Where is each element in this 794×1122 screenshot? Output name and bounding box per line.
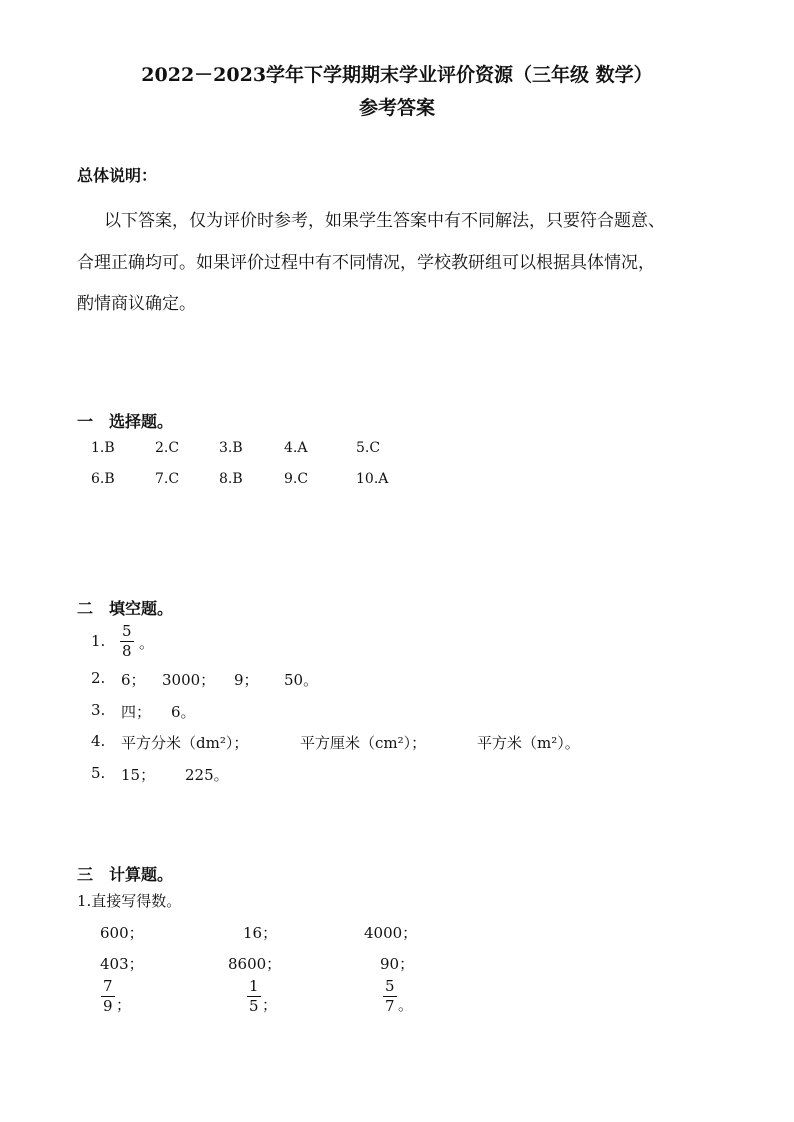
choice-answer: 2.C (155, 440, 180, 456)
fraction-numerator: 5 (385, 977, 395, 995)
fraction-denominator: 7 (385, 997, 395, 1015)
calc-answer: 403； (100, 955, 144, 973)
intro-line-1: 以下答案，仅为评价时参考，如果学生答案中有不同解法，只要符合题意、 (104, 211, 665, 231)
intro-line-2: 合理正确均可。如果评价过程中有不同情况，学校教研组可以根据具体情况， (77, 253, 655, 273)
fill-q2-answer-b: 3000； (162, 671, 216, 689)
page-title: 2022－2023学年下学期期末学业评价资源（三年级 数学） (141, 64, 653, 86)
calc-answer: 4000； (364, 924, 418, 942)
choice-answer: 9.C (284, 471, 309, 487)
fill-q1-fraction (120, 624, 134, 659)
calc-fraction-tail: ； (116, 996, 132, 1014)
fraction-denominator: 8 (122, 642, 132, 660)
choice-answer: 10.A (356, 471, 389, 487)
fill-q2-answer-a: 6； (121, 671, 146, 689)
section-2-heading: 二 填空题。 (77, 599, 174, 618)
fill-q4-number: 4. (91, 732, 106, 750)
fill-q1-tail: 。 (139, 634, 155, 652)
fill-q3-number: 3. (91, 701, 106, 719)
calc-answer: 600； (100, 924, 144, 942)
fraction-numerator: 7 (103, 977, 113, 995)
fill-q3-answer-a: 四； (121, 703, 152, 721)
fill-q4-answer-a: 平方分米（dm²）； (121, 734, 249, 752)
choice-answer: 5.C (356, 440, 381, 456)
fraction-numerator: 1 (249, 977, 259, 995)
fill-q3-answer-b: 6。 (171, 703, 196, 721)
calc-answer: 8600； (228, 955, 282, 973)
section-1-heading: 一 选择题。 (77, 412, 174, 431)
fill-q5-answer-a: 15； (121, 766, 156, 784)
choice-answer: 7.C (155, 471, 180, 487)
calc-fraction (247, 979, 261, 1014)
intro-line-3: 酌情商议确定。 (77, 294, 196, 314)
calc-fraction (383, 979, 397, 1014)
calc-answer: 90； (380, 955, 415, 973)
section-3-sub-1: 1.直接写得数。 (77, 892, 182, 910)
choice-answer: 3.B (219, 440, 243, 456)
choice-answer: 8.B (219, 471, 243, 487)
fill-q2-answer-d: 50。 (284, 671, 319, 689)
choice-answer: 1.B (91, 440, 115, 456)
fraction-denominator: 9 (103, 997, 113, 1015)
fill-q4-answer-c: 平方米（m²）。 (477, 734, 580, 752)
fill-q5-answer-b: 225。 (185, 766, 229, 784)
calc-answer: 16； (243, 924, 278, 942)
calc-fraction (101, 979, 115, 1014)
intro-heading: 总体说明： (77, 166, 158, 185)
page-subtitle: 参考答案 (358, 97, 435, 119)
fill-q1-number: 1. (91, 632, 106, 650)
calc-fraction-tail: 。 (398, 996, 414, 1014)
fraction-numerator: 5 (122, 622, 132, 640)
fraction-denominator: 5 (249, 997, 259, 1015)
fill-q2-answer-c: 9； (234, 671, 259, 689)
fill-q5-number: 5. (91, 764, 106, 782)
fill-q2-number: 2. (91, 669, 106, 687)
section-3-heading: 三 计算题。 (77, 865, 174, 884)
fill-q4-answer-b: 平方厘米（cm²）； (300, 734, 427, 752)
calc-fraction-tail: ； (262, 996, 278, 1014)
choice-answer: 4.A (284, 440, 308, 456)
choice-answer: 6.B (91, 471, 115, 487)
